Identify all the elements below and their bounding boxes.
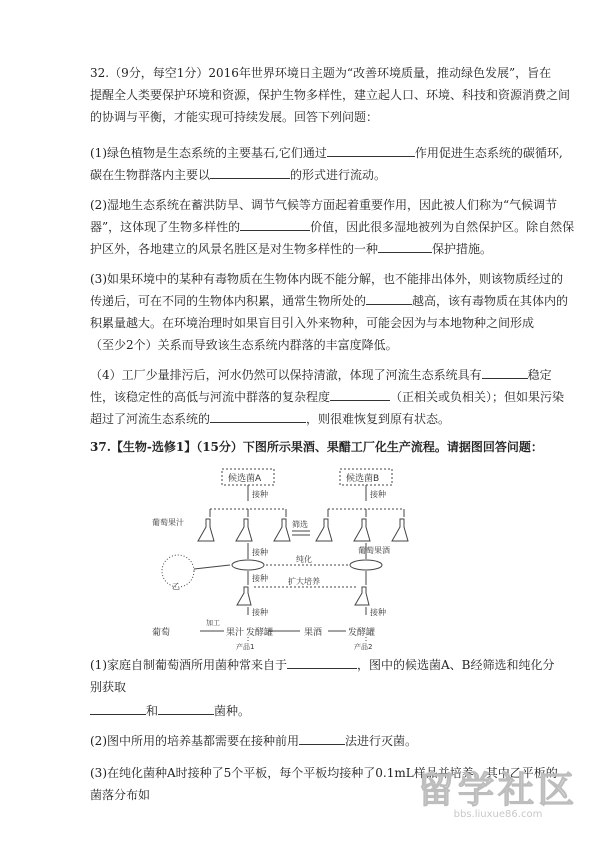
- answer-blank[interactable]: [287, 656, 357, 669]
- flask-icon: [236, 519, 252, 541]
- answer-blank[interactable]: [378, 240, 432, 253]
- q32-intro-line-2: 提醒全人类要保护环境和资源，保护生物多样性，建立起人口、环境、科技和资源消费之间: [90, 88, 571, 102]
- q37-part1-line-1: (1)家庭自制葡萄酒所用菌种常来自于 ，图中的候选菌A、B经筛选和纯化分: [90, 658, 555, 672]
- label-purify: 纯化: [296, 555, 312, 564]
- watermark-url: bbs.liuxue86.com: [453, 809, 543, 820]
- label-juice: 果汁: [226, 628, 245, 638]
- answer-blank[interactable]: [366, 292, 412, 305]
- label-plate-yi: 乙: [172, 582, 180, 591]
- q32-part4-line-1: （4）工厂少量排污后，河水仍然可以保持清澈，体现了河流生态系统具有 稳定: [90, 368, 552, 382]
- flask-icon: [274, 519, 290, 541]
- label-product-1: 产品1: [236, 643, 255, 650]
- q37-part1-line-2: 别获取: [90, 680, 127, 694]
- answer-blank[interactable]: [90, 702, 146, 715]
- label-inoculate: 接种: [252, 574, 268, 583]
- label-inoculate: 接种: [252, 548, 268, 557]
- label-process: 加工: [206, 619, 220, 627]
- flask-icon: [354, 519, 370, 541]
- watermark-text: 留学社区: [417, 770, 578, 811]
- watermark: [418, 762, 578, 820]
- q32-part3-line-3: 积累量越大。在环境治理时如果盲目引入外来物种，可能会因为与本地物种之间形成: [90, 316, 535, 330]
- q32-part3-line-2: 传递后，可在不同的生物体内积累，通常生物所处的 越高，该有毒物质在其体内的: [90, 294, 569, 308]
- q32-part2-line-2: 器”，这体现了生物多样性的 价值，因此很多湿地被列为自然保护区。除自然保: [90, 220, 575, 234]
- q32-part1-line-1: (1)绿色植物是生态系统的主要基石,它们通过 作用促进生态系统的碳循环,: [90, 146, 563, 160]
- answer-blank[interactable]: [482, 366, 528, 379]
- label-grape-wine: 葡萄果酒: [358, 546, 390, 555]
- label-inoculate: 接种: [252, 490, 268, 499]
- q32-part2-line-3: 护区外，各地建立的风景名胜区是对生物多样性的一种 保护措施。: [90, 242, 493, 256]
- q37-part1-line-3: 和 菌种。: [90, 700, 530, 722]
- label-grape: 葡萄: [152, 628, 171, 638]
- q32-intro-line-1: 32.（9分，每空1分）2016年世界环境日主题为“改善环境质量，推动绿色发展”，旨在: [90, 66, 552, 80]
- answer-blank[interactable]: [240, 218, 310, 231]
- q32-part4-line-3: 超过了河流生态系统的 ，则很难恢复到原有状态。: [90, 412, 451, 426]
- label-candidate-b: 候选菌B: [346, 474, 380, 484]
- q32-part1-line-2: 碳在生物群落内主要以 的形式进行流动。: [90, 168, 387, 182]
- q32-part3-line-4: （至少2个）关系而导致该生态系统内群落的丰富度降低。: [90, 338, 398, 352]
- q37-part2-line: (2)图中所用的培养基都需要在接种前用 法进行灭菌。: [90, 734, 418, 748]
- flask-icon: [237, 587, 251, 605]
- label-product-2: 产品2: [354, 643, 373, 650]
- label-inoculate: 接种: [252, 608, 268, 617]
- q37-title: 37.【生物-选修1】（15分）下图所示果酒、果醋工厂化生产流程。请据图回答问题：: [90, 440, 543, 454]
- q32-part4-line-2: 性，该稳定性的高低与河流中群落的复杂程度 （正相关或负相关）；但如果污染: [90, 390, 565, 404]
- label-candidate-a: 候选菌A: [228, 474, 262, 484]
- label-inoculate: 接种: [370, 490, 386, 499]
- answer-blank[interactable]: [210, 410, 306, 423]
- q32-part2-line-1: (2)湿地生态系统在蓄洪防旱、调节气候等方面起着重要作用，因此被人们称为“气候调节: [90, 198, 558, 212]
- answer-blank[interactable]: [330, 388, 390, 401]
- label-wine: 果酒: [304, 628, 323, 638]
- flask-icon: [316, 519, 332, 541]
- label-expand: 扩大培养: [288, 577, 320, 586]
- q32-intro-line-3: 的协调与平衡，才能实现可持续发展。回答下列问题：: [90, 110, 379, 124]
- label-grape-juice-flask: 葡萄果汁: [152, 518, 184, 527]
- flask-icon: [392, 519, 408, 541]
- answer-blank[interactable]: [158, 702, 214, 715]
- label-inoculate: 接种: [370, 608, 386, 617]
- flask-icon: [198, 519, 214, 541]
- q37-part3-line-2: 菌落分布如: [90, 788, 151, 802]
- q32-part3-line-1: (3)如果环境中的某种有毒物质在生物体内既不能分解，也不能排出体外，则该物质经过的: [90, 272, 564, 286]
- label-ferment-tank: 发酵罐: [348, 628, 376, 638]
- label-screen: 筛选: [292, 520, 308, 529]
- q37-part3-line-1: (3)在纯化菌种A时接种了5个平板，每个平板均接种了0.1mL样品并培养。其中乙平板的: [90, 766, 558, 780]
- answer-blank[interactable]: [327, 144, 415, 157]
- answer-blank[interactable]: [299, 732, 345, 745]
- flask-icon: [355, 587, 369, 605]
- fermentation-flow-diagram: [150, 465, 450, 650]
- label-ferment-tank: 发酵罐: [246, 628, 274, 638]
- answer-blank[interactable]: [210, 166, 290, 179]
